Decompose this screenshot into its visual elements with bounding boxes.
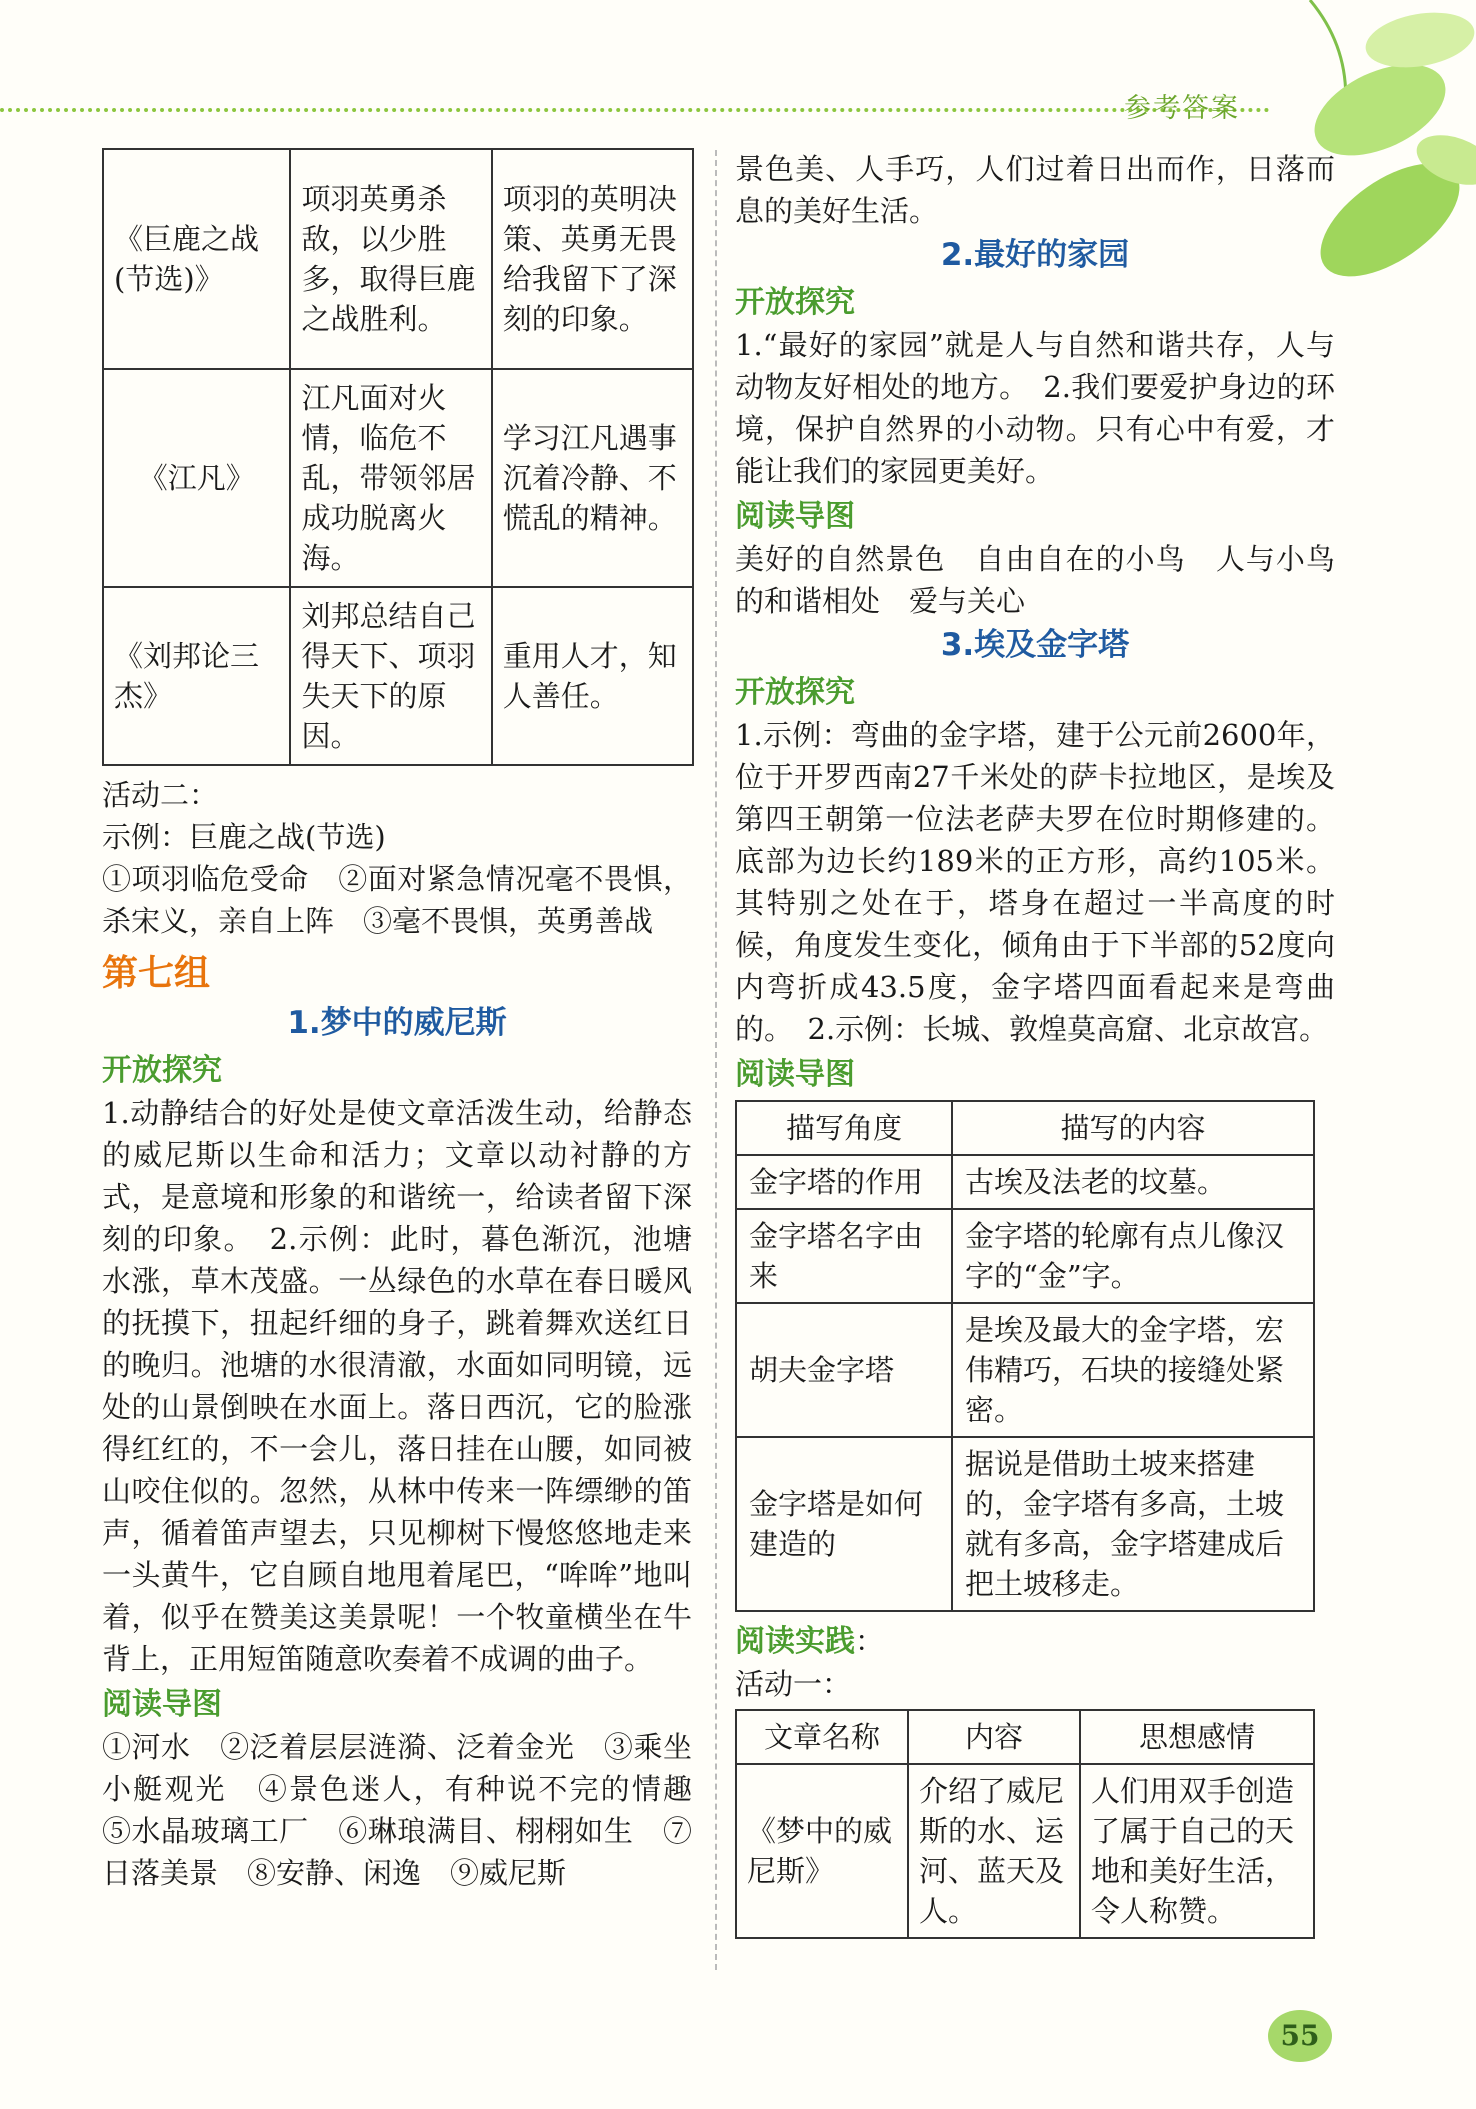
table-cell: 金字塔名字由来 xyxy=(736,1209,952,1303)
lesson2-explore-text: 1.“最好的家园”就是人与自然和谐共存，人与动物友好相处的地方。 2.我们要爱护身边的环境，保护自然界的小动物。只有心中有爱，才能让我们的家园更美好。 xyxy=(735,328,1335,488)
practice-heading: 阅读实践 xyxy=(735,1624,855,1659)
lesson2-guide-text: 美好的自然景色 自由自在的小鸟 人与小鸟的和谐相处 爱与关心 xyxy=(735,542,1335,618)
table-cell: 项羽的英明决策、英勇无畏给我留下了深刻的印象。 xyxy=(492,149,693,369)
lesson3-guide-heading: 阅读导图 xyxy=(735,1057,855,1092)
table-row xyxy=(736,1303,1314,1437)
table-cell: 《梦中的威尼斯》 xyxy=(736,1764,908,1938)
table-cell: 项羽英勇杀敌，以少胜多，取得巨鹿之战胜利。 xyxy=(290,149,491,369)
table-cell: 古埃及法老的坟墓。 xyxy=(952,1155,1314,1209)
activity1-label: 活动一： xyxy=(735,1667,852,1701)
table-row xyxy=(736,1155,1314,1209)
table-pyramid-description xyxy=(735,1100,1315,1612)
table-header-row xyxy=(736,1101,1314,1155)
activity2-label: 活动二： xyxy=(102,778,219,812)
table-cell: 介绍了威尼斯的水、运河、蓝天及人。 xyxy=(908,1764,1080,1938)
lesson2-guide-heading: 阅读导图 xyxy=(735,499,855,534)
page-number: 55 xyxy=(1268,2010,1332,2062)
lesson2-explore-heading: 开放探究 xyxy=(735,285,855,320)
table-header-cell: 描写角度 xyxy=(736,1101,952,1155)
table-header-row xyxy=(736,1710,1314,1764)
table-cell: 金字塔是如何建造的 xyxy=(736,1437,952,1611)
table-cell: 《江凡》 xyxy=(103,369,290,587)
header-label: 参考答案 xyxy=(1124,93,1240,124)
table-cell: 学习江凡遇事沉着冷静、不慌乱的精神。 xyxy=(492,369,693,587)
activity2-example: 示例：巨鹿之战(节选) xyxy=(102,820,386,854)
table-cell: 是埃及最大的金字塔，宏伟精巧，石块的接缝处紧密。 xyxy=(952,1303,1314,1437)
table-article-summary xyxy=(735,1709,1315,1939)
table-cell: 《巨鹿之战(节选)》 xyxy=(103,149,290,369)
lesson3-title: 3.埃及金字塔 xyxy=(940,627,1130,663)
lesson2-title: 2.最好的家园 xyxy=(940,237,1130,273)
table-cell: 金字塔的作用 xyxy=(736,1155,952,1209)
table-row xyxy=(103,149,693,369)
table-cell: 重用人才，知人善任。 xyxy=(492,587,693,765)
group-title: 第七组 xyxy=(102,953,211,994)
lesson1-explore-text: 1.动静结合的好处是使文章活泼生动，给静态的威尼斯以生命和活力；文章以动衬静的方式，是意境和形象的和谐统一，给读者留下深刻的印象。 2.示例：此时，暮色渐沉，池塘水涨，草木茂盛。一丛绿色的水草在春日暖风的抚摸下，扭起纤细的身子，跳着舞欢送红日的晚归。池塘的水很清澈，水面如同明镜，远处的山景倒映在水面上。落日西沉，它的脸涨得红红的，不一会儿，落日挂在山腰，如同被山咬住似的。忽然，从林中传来一阵缥缈的笛声，循着笛声望去，只见柳树下慢悠悠地走来一头黄牛，它自顾自地甩着尾巴，“哞哞”地叫着，似乎在赞美这美景呢！一个牧童横坐在牛背上，正用短笛随意吹奏着不成调的曲子。 xyxy=(102,1096,692,1676)
lesson1-guide-text: ①河水 ②泛着层层涟漪、泛着金光 ③乘坐小艇观光 ④景色迷人，有种说不完的情趣 ⑤水晶玻璃工厂 ⑥琳琅满目、栩栩如生 ⑦日落美景 ⑧安静、闲逸 ⑨威尼斯 xyxy=(102,1730,722,1890)
table-row xyxy=(103,369,693,587)
right-column xyxy=(735,148,1335,1939)
table-cell: 胡夫金字塔 xyxy=(736,1303,952,1437)
lesson1-title: 1.梦中的威尼斯 xyxy=(287,1005,507,1041)
table-row xyxy=(736,1437,1314,1611)
lesson3-explore-heading: 开放探究 xyxy=(735,675,855,710)
table-cell: 人们用双手创造了属于自己的天地和美好生活，令人称赞。 xyxy=(1080,1764,1314,1938)
activity2-text: ①项羽临危受命 ②面对紧急情况毫不畏惧，杀宋义，亲自上阵 ③毫不畏惧，英勇善战 xyxy=(102,862,692,938)
table-row xyxy=(736,1209,1314,1303)
table-cell: 金字塔的轮廓有点儿像汉字的“金”字。 xyxy=(952,1209,1314,1303)
table-reading-summary xyxy=(102,148,694,766)
table-cell: 《刘邦论三杰》 xyxy=(103,587,290,765)
table-header-cell: 描写的内容 xyxy=(952,1101,1314,1155)
table-row xyxy=(103,587,693,765)
left-column xyxy=(102,148,722,1894)
lesson3-explore-text: 1.示例：弯曲的金字塔，建于公元前2600年，位于开罗西南27千米处的萨卡拉地区，是埃及第四王朝第一位法老萨夫罗在位时期修建的。底部为边长约189米的正方形，高约105米。其特别之处在于，塔身在超过一半高度的时候，角度发生变化，倾角由于下半部的52度向内弯折成43.5度，金字塔四面看起来是弯曲的。 2.示例：长城、敦煌莫高窟、北京故宫。 xyxy=(735,718,1335,1046)
continued-text: 景色美、人手巧，人们过着日出而作，日落而息的美好生活。 xyxy=(735,152,1335,228)
lesson1-guide-heading: 阅读导图 xyxy=(102,1687,222,1722)
table-header-cell: 内容 xyxy=(908,1710,1080,1764)
table-header-cell: 文章名称 xyxy=(736,1710,908,1764)
practice-colon: ： xyxy=(855,1624,885,1658)
lesson1-explore-heading: 开放探究 xyxy=(102,1053,222,1088)
table-cell: 江凡面对火情，临危不乱，带领邻居成功脱离火海。 xyxy=(290,369,491,587)
table-row xyxy=(736,1764,1314,1938)
header-dotted-line xyxy=(0,108,1270,112)
table-cell: 刘邦总结自己得天下、项羽失天下的原因。 xyxy=(290,587,491,765)
table-header-cell: 思想感情 xyxy=(1080,1710,1314,1764)
table-cell: 据说是借助土坡来搭建的，金字塔有多高，土坡就有多高，金字塔建成后把土坡移走。 xyxy=(952,1437,1314,1611)
column-divider xyxy=(715,150,717,1970)
